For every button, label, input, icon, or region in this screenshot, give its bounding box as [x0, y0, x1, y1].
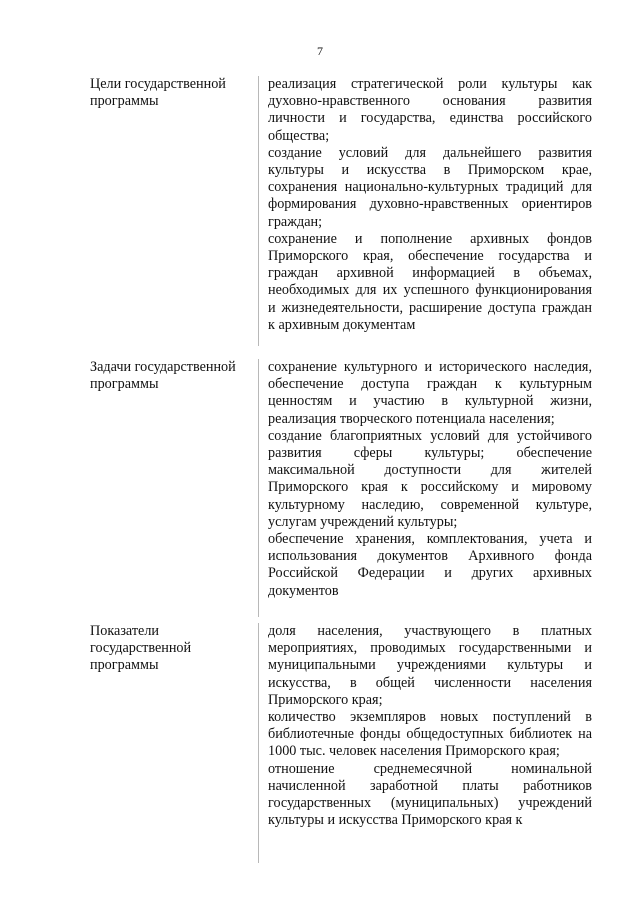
column-divider: [258, 623, 259, 863]
goal-paragraph: сохранение и пополнение архивных фондов Приморского края, обеспечение государства и граждан архивной информацией в объемах, необходимых для их успешного функционирования и жизнедеятельности, расширение доступа граждан к архивным документам: [268, 230, 592, 333]
task-paragraph: создание благоприятных условий для устойчивого развития сферы культуры; обеспечение максимальной доступности для жителей Приморского края к российскому и мировому культурному наследию, современной культуре, услугам учреждений культуры;: [268, 427, 592, 530]
program-goals-label: Цели государственной программы: [90, 76, 226, 109]
goal-paragraph: реализация стратегической роли культуры как духовно-нравственного основания развития личности и государства, единства российского общества;: [268, 76, 592, 144]
column-divider: [258, 359, 259, 617]
page-number: 7: [317, 44, 323, 58]
program-goals-content: [268, 76, 592, 334]
task-paragraph: сохранение культурного и исторического наследия, обеспечение доступа граждан к культурным ценностям и участию в культурной жизни, реализация творческого потенциала населения;: [268, 359, 592, 427]
program-tasks-label: Задачи государственной программы: [90, 359, 236, 392]
program-indicators-content: [268, 623, 592, 829]
indicator-paragraph: отношение среднемесячной номинальной начисленной заработной платы работников государственных (муниципальных) учреждений культуры и искусства Приморского края к: [268, 760, 592, 829]
program-indicators-label: Показатели государственной программы: [90, 623, 192, 673]
indicator-paragraph: количество экземпляров новых поступлений в библиотечные фонды общедоступных библиотек на 1000 тыс. человек населения Приморского края;: [268, 709, 592, 760]
column-divider: [258, 76, 259, 346]
program-tasks-content: [268, 359, 592, 600]
task-paragraph: обеспечение хранения, комплектования, учета и использования документов Архивного фонда Российской Федерации и других архивных документов: [268, 531, 592, 599]
indicator-paragraph: доля населения, участвующего в платных мероприятиях, проводимых государственными и муниципальными учреждениями культуры и искусства, в общей численности населения Приморского края;: [268, 623, 592, 708]
goal-paragraph: создание условий для дальнейшего развития культуры и искусства в Приморском крае, сохранения национально-культурных традиций для формирования духовно-нравственных ориентиров граждан;: [268, 144, 592, 230]
